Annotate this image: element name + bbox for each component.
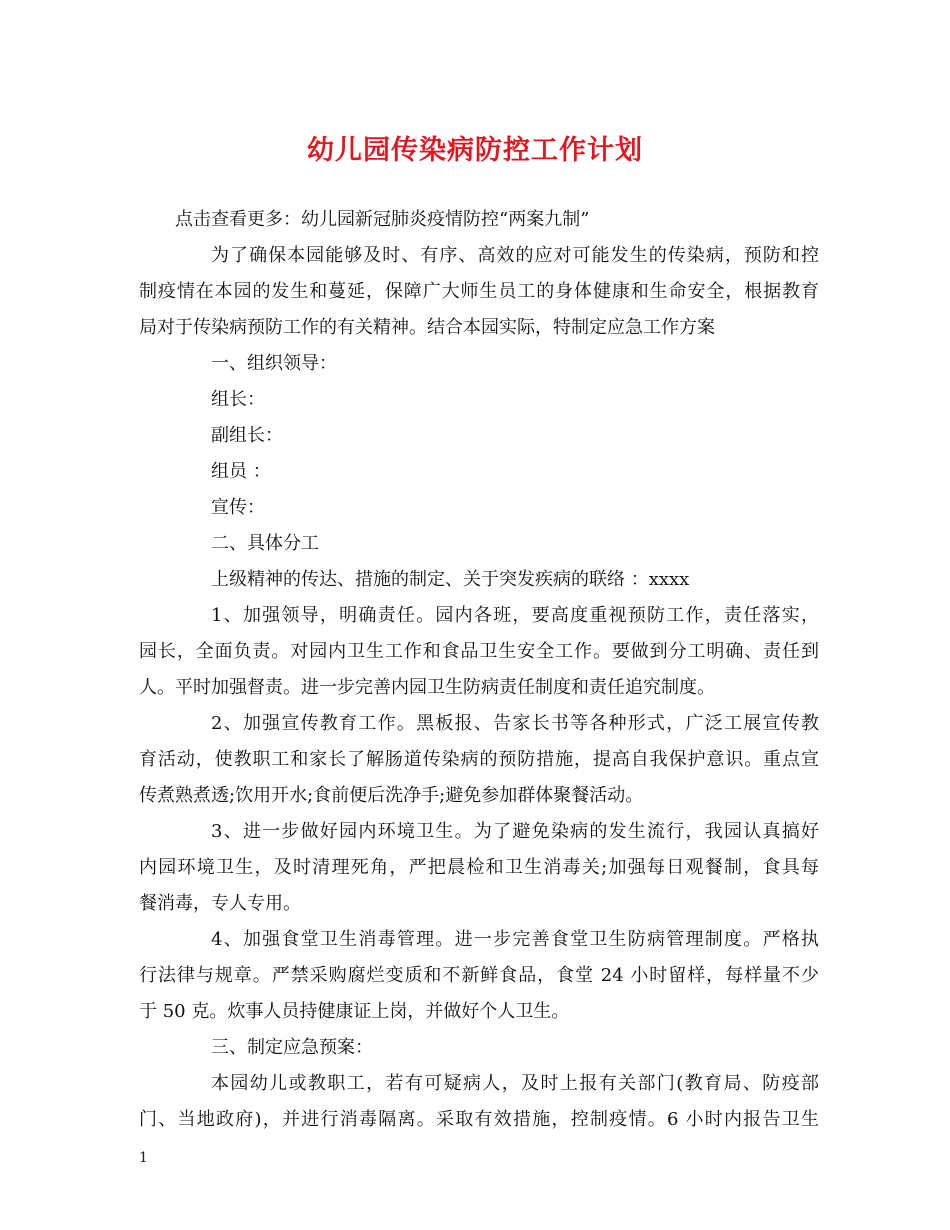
paragraph-line: 行法律与规章。严禁采购腐烂变质和不新鲜食品，食堂 24 小时留样，每样量不少 xyxy=(139,965,819,986)
paragraph-line: 2、加强宣传教育工作。黑板报、告家长书等各种形式，广泛工展宣传教 xyxy=(211,713,819,734)
paragraph-line: 园长，全面负责。对园内卫生工作和食品卫生安全工作。要做到分工明确、责任到 xyxy=(139,641,819,662)
paragraph-line: 传煮熟煮透;饮用开水;食前便后洗净手;避免参加群体聚餐活动。 xyxy=(139,785,644,806)
paragraph-line: 育活动，使教职工和家长了解肠道传染病的预防措施，提高自我保护意识。重点宣 xyxy=(139,749,819,770)
page-number: 1 xyxy=(139,1150,148,1166)
more-link-line[interactable]: 点击查看更多：幼儿园新冠肺炎疫情防控“两案九制” xyxy=(175,209,590,230)
paragraph-line: 1、加强领导，明确责任。园内各班，要高度重视预防工作，责任落实， xyxy=(211,605,819,626)
list-item: 组长： xyxy=(211,389,265,410)
list-item: 副组长： xyxy=(211,425,283,446)
section-heading: 三、制定应急预案： xyxy=(211,1037,373,1058)
section-heading: 一、组织领导： xyxy=(211,353,337,374)
section-heading: 二、具体分工 xyxy=(211,533,319,554)
list-item: 组员 ： xyxy=(211,461,271,482)
paragraph-line: 门、当地政府)，并进行消毒隔离。采取有效措施，控制疫情。6 小时内报告卫生 xyxy=(139,1109,819,1130)
paragraph-line: 3、进一步做好园内环境卫生。为了避免染病的发生流行，我园认真搞好 xyxy=(211,821,819,842)
paragraph-line: 4、加强食堂卫生消毒管理。进一步完善食堂卫生防病管理制度。严格执 xyxy=(211,929,819,950)
paragraph-line: 制疫情在本园的发生和蔓延，保障广大师生员工的身体健康和生命安全，根据教育 xyxy=(139,281,819,302)
paragraph-line: 为了确保本园能够及时、有序、高效的应对可能发生的传染病，预防和控 xyxy=(211,245,819,266)
paragraph-line: 人。平时加强督责。进一步完善内园卫生防病责任制度和责任追究制度。 xyxy=(139,677,715,698)
paragraph-line: 上级精神的传达、措施的制定、关于突发疾病的联络 ：xxxx xyxy=(211,569,690,590)
paragraph-line: 内园环境卫生，及时清理死角，严把晨检和卫生消毒关;加强每日观餐制，食具每 xyxy=(139,857,819,878)
list-item: 宣传： xyxy=(211,497,265,518)
document-title: 幼儿园传染病防控工作计划 xyxy=(307,135,643,166)
paragraph-line: 本园幼儿或教职工，若有可疑病人，及时上报有关部门(教育局、防疫部 xyxy=(211,1073,819,1094)
paragraph-line: 局对于传染病预防工作的有关精神。结合本园实际，特制定应急工作方案 xyxy=(139,317,715,338)
paragraph-line: 于 50 克。炊事人员持健康证上岗，并做好个人卫生。 xyxy=(139,1001,570,1022)
paragraph-line: 餐消毒，专人专用。 xyxy=(139,893,301,914)
